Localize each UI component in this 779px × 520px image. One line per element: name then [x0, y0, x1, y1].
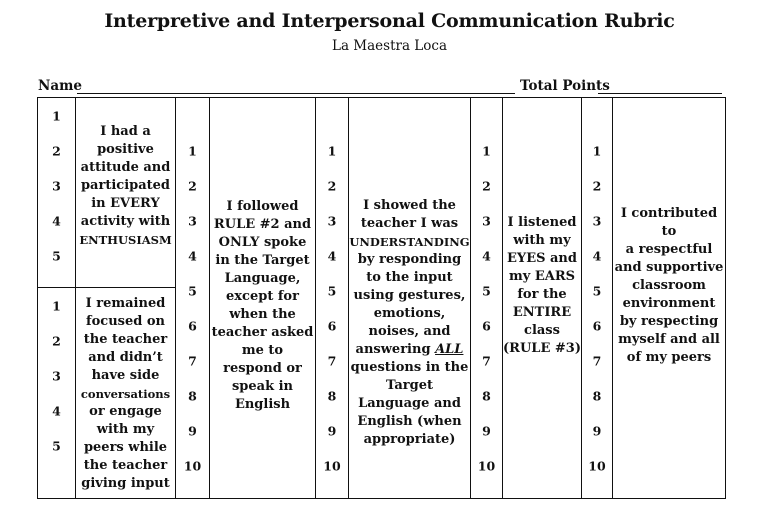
grid-line: [38, 287, 175, 288]
total-points-label: Total Points: [520, 78, 610, 94]
desc-line: I listened: [507, 215, 577, 230]
desc-line: appropriate): [363, 432, 456, 447]
score-option[interactable]: 3: [52, 178, 61, 194]
score-option[interactable]: 10: [477, 458, 496, 474]
rubric-table: [37, 97, 726, 499]
desc-line: except for: [226, 289, 299, 304]
desc-line: when the: [229, 307, 296, 322]
score-option[interactable]: 7: [327, 353, 337, 369]
score-option[interactable]: 6: [327, 318, 337, 334]
name-field-line[interactable]: [77, 93, 515, 94]
desc-line: myself and all: [618, 332, 720, 347]
score-option[interactable]: 3: [52, 368, 61, 384]
score-option[interactable]: 1: [592, 143, 602, 159]
desc-line: in EVERY: [91, 196, 160, 211]
desc-line: environment: [622, 296, 716, 311]
score-option[interactable]: 1: [188, 143, 197, 159]
score-option[interactable]: 8: [482, 388, 491, 404]
desc-line: activity with: [80, 214, 171, 229]
score-option[interactable]: 2: [482, 178, 491, 194]
score-option[interactable]: 7: [482, 353, 491, 369]
score-option[interactable]: 3: [188, 213, 197, 229]
desc-line: for the: [517, 287, 567, 302]
desc-line: with my: [96, 422, 155, 437]
criterion-description: [349, 197, 470, 449]
desc-line: peers while: [83, 440, 168, 455]
score-option[interactable]: 5: [482, 283, 491, 299]
score-option[interactable]: 4: [52, 403, 61, 419]
desc-line: in the Target: [215, 253, 310, 268]
desc-line: teacher I was: [360, 216, 459, 231]
desc-line: ONLY spoke: [218, 235, 307, 250]
desc-line: focused on: [86, 314, 165, 329]
score-option[interactable]: 5: [327, 283, 337, 299]
desc-line-emphasis-all: answering ALL: [355, 342, 464, 357]
desc-line: have side: [91, 368, 160, 383]
desc-line: I had a: [100, 124, 151, 139]
score-option[interactable]: 2: [52, 143, 61, 159]
score-option[interactable]: 3: [482, 213, 491, 229]
desc-line: of my peers: [626, 350, 712, 365]
score-option[interactable]: 9: [327, 423, 337, 439]
score-option[interactable]: 9: [188, 423, 197, 439]
score-option[interactable]: 5: [188, 283, 197, 299]
score-option[interactable]: 9: [482, 423, 491, 439]
desc-line: respond or: [223, 361, 302, 376]
score-option[interactable]: 7: [188, 353, 197, 369]
desc-line: I followed: [226, 199, 299, 214]
score-option[interactable]: 4: [482, 248, 491, 264]
criterion-description: [210, 198, 315, 414]
desc-line: the teacher: [83, 458, 168, 473]
desc-line: speak in: [231, 379, 294, 394]
desc-line: I contributed to: [620, 206, 718, 239]
author-subtitle: La Maestra Loca: [331, 38, 447, 54]
desc-line: to the input: [366, 270, 453, 285]
desc-line: Language and: [358, 396, 461, 411]
desc-line: or engage: [89, 404, 162, 419]
score-option[interactable]: 8: [592, 388, 602, 404]
score-option[interactable]: 6: [188, 318, 197, 334]
desc-line: RULE #2 and: [213, 217, 312, 232]
desc-line: by respecting: [619, 314, 719, 329]
score-option[interactable]: 4: [327, 248, 337, 264]
desc-line: noises, and: [368, 324, 451, 339]
score-option[interactable]: 7: [592, 353, 602, 369]
desc-line: English (when: [357, 414, 462, 429]
name-label: Name: [38, 78, 82, 94]
score-option[interactable]: 5: [52, 248, 61, 264]
desc-line: by responding: [357, 252, 462, 267]
score-option[interactable]: 8: [327, 388, 337, 404]
score-option[interactable]: 2: [188, 178, 197, 194]
desc-line: the teacher: [83, 332, 168, 347]
desc-line: classroom: [632, 278, 706, 293]
score-option[interactable]: 8: [188, 388, 197, 404]
desc-line: ENTIRE: [512, 305, 572, 320]
score-option[interactable]: 1: [52, 298, 61, 314]
criterion-description: [76, 123, 175, 249]
desc-line: I showed the: [363, 198, 456, 213]
desc-line: Language,: [224, 271, 301, 286]
score-option[interactable]: 10: [183, 458, 202, 474]
desc-line: my EARS: [508, 269, 576, 284]
desc-line: English: [234, 397, 291, 412]
desc-line: attitude and: [80, 160, 171, 175]
score-option[interactable]: 1: [482, 143, 491, 159]
total-points-field-line[interactable]: [598, 93, 722, 94]
score-option[interactable]: 5: [592, 283, 602, 299]
score-option[interactable]: 6: [592, 318, 602, 334]
desc-line: and didn’t: [88, 350, 163, 365]
score-option[interactable]: 1: [327, 143, 337, 159]
criterion-description: [503, 214, 581, 358]
desc-line: class: [524, 323, 560, 338]
desc-line: EYES and: [507, 251, 577, 266]
score-option[interactable]: 2: [327, 178, 337, 194]
desc-line: Target: [385, 378, 434, 393]
desc-line: ENTHUSIASM: [79, 233, 172, 247]
desc-line: teacher asked: [211, 325, 314, 340]
rubric-title: Interpretive and Interpersonal Communication Rubric: [104, 10, 675, 32]
score-option[interactable]: 3: [327, 213, 337, 229]
score-option[interactable]: 1: [52, 108, 61, 124]
desc-line: emotions,: [373, 306, 446, 321]
desc-line: a respectful: [625, 242, 713, 257]
desc-line: I remained: [85, 296, 166, 311]
desc-line: giving input: [81, 476, 170, 491]
score-option[interactable]: 3: [592, 213, 602, 229]
criterion-description: [613, 205, 725, 367]
desc-line: participated: [80, 178, 171, 193]
emphasis-all: ALL: [435, 342, 464, 357]
score-option[interactable]: 9: [592, 423, 602, 439]
desc-line: using gestures,: [353, 288, 466, 303]
desc-line: with my: [513, 233, 571, 248]
score-option[interactable]: 4: [52, 213, 61, 229]
desc-line: (RULE #3): [503, 341, 581, 356]
desc-line: questions in the: [350, 360, 469, 375]
score-option[interactable]: 4: [592, 248, 602, 264]
score-option[interactable]: 4: [188, 248, 197, 264]
desc-line: conversations: [80, 387, 171, 401]
score-option[interactable]: 5: [52, 438, 61, 454]
score-option[interactable]: 10: [323, 458, 341, 474]
criterion-description: [76, 295, 175, 493]
score-option[interactable]: 10: [588, 458, 606, 474]
score-option[interactable]: 2: [52, 333, 61, 349]
score-option[interactable]: 2: [592, 178, 602, 194]
score-option[interactable]: 6: [482, 318, 491, 334]
desc-line: and supportive: [614, 260, 724, 275]
desc-line: UNDERSTANDING: [349, 235, 470, 249]
desc-line: positive: [97, 142, 154, 157]
desc-line: me to: [241, 343, 284, 358]
